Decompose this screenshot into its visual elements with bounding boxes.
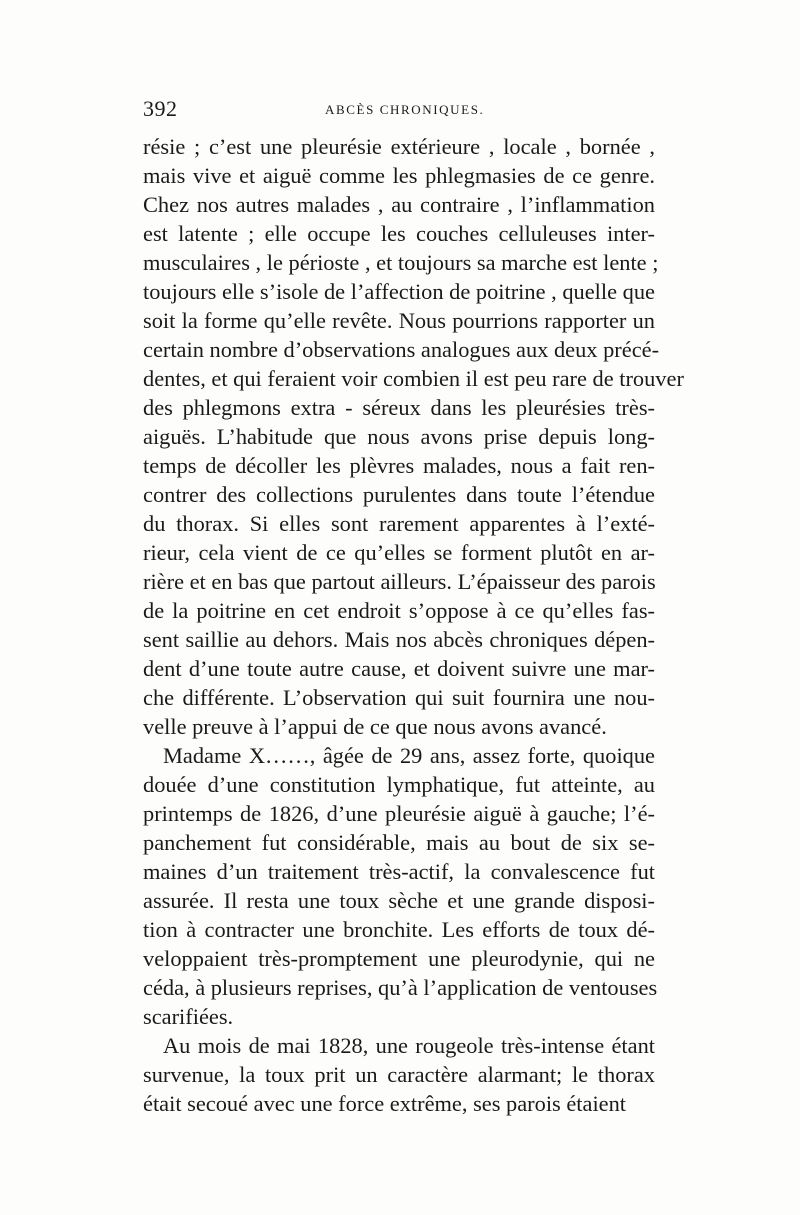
text-line: toujours elle s’isole de l’affection de poitrine , quelle que	[143, 279, 655, 304]
text-line: tion à contracter une bronchite. Les efforts de toux dé-	[143, 917, 655, 942]
text-line: mais vive et aiguë comme les phlegmasies de ce genre.	[143, 163, 655, 188]
text-line: panchement fut considérable, mais au bout de six se-	[143, 830, 655, 855]
text-line: céda, à plusieurs reprises, qu’à l’application de ventouses	[143, 975, 658, 1000]
page-header	[143, 96, 663, 124]
text-line: des phlegmons extra - séreux dans les pleurésies très-	[143, 395, 655, 420]
paragraph	[143, 741, 658, 1031]
text-line: aiguës. L’habitude que nous avons prise depuis long-	[143, 424, 655, 449]
text-line: douée d’une constitution lymphatique, fut atteinte, au	[143, 772, 655, 797]
text-line: scarifiées.	[143, 1004, 234, 1029]
text-line: veloppaient très-promptement une pleurodynie, qui ne	[143, 946, 655, 971]
text-line: contrer des collections purulentes dans toute l’étendue	[143, 482, 655, 507]
text-line: résie ; c’est une pleurésie extérieure , locale , bornée ,	[143, 134, 655, 159]
text-line: du thorax. Si elles sont rarement apparentes à l’exté-	[143, 511, 655, 536]
text-line: dent d’une toute autre cause, et doivent suivre une mar-	[143, 656, 655, 681]
body-text	[143, 132, 684, 1118]
text-line: Au mois de mai 1828, une rougeole très-intense étant	[163, 1033, 655, 1058]
text-line: est latente ; elle occupe les couches celluleuses inter-	[143, 221, 655, 246]
text-line: de la poitrine en cet endroit s’oppose à ce qu’elles fas-	[143, 598, 655, 623]
text-line: che différente. L’observation qui suit fournira une nou-	[143, 685, 655, 710]
paragraph	[143, 132, 684, 741]
text-line: Chez nos autres malades , au contraire , l’inflammation	[143, 192, 655, 217]
text-line: était secoué avec une force extrême, ses parois étaient	[143, 1091, 627, 1116]
text-line: soit la forme qu’elle revête. Nous pourrions rapporter un	[143, 308, 655, 333]
text-line: printemps de 1826, d’une pleurésie aiguë à gauche; l’é-	[143, 801, 655, 826]
text-line: rieur, cela vient de ce qu’elles se forment plutôt en ar-	[143, 540, 655, 565]
running-head: ABCÈS CHRONIQUES.	[325, 102, 485, 117]
text-line: maines d’un traitement très-actif, la convalescence fut	[143, 859, 655, 884]
text-line: survenue, la toux prit un caractère alarmant; le thorax	[143, 1062, 655, 1087]
text-line: assurée. Il resta une toux sèche et une grande disposi-	[143, 888, 655, 913]
text-line: Madame X……, âgée de 29 ans, assez forte, quoique	[163, 743, 655, 768]
paragraph	[143, 1031, 655, 1118]
text-line: dentes, et qui feraient voir combien il est peu rare de trouver	[143, 366, 684, 391]
text-line: rière et en bas que partout ailleurs. L’épaisseur des parois	[143, 569, 656, 594]
page-number: 392	[143, 96, 178, 121]
text-line: temps de décoller les plèvres malades, nous a fait ren-	[143, 453, 655, 478]
text-line: sent saillie au dehors. Mais nos abcès chroniques dépen-	[143, 627, 655, 652]
text-line: velle preuve à l’appui de ce que nous avons avancé.	[143, 714, 607, 739]
text-line: musculaires , le périoste , et toujours sa marche est lente ;	[143, 250, 659, 275]
text-line: certain nombre d’observations analogues aux deux précé-	[143, 337, 660, 362]
